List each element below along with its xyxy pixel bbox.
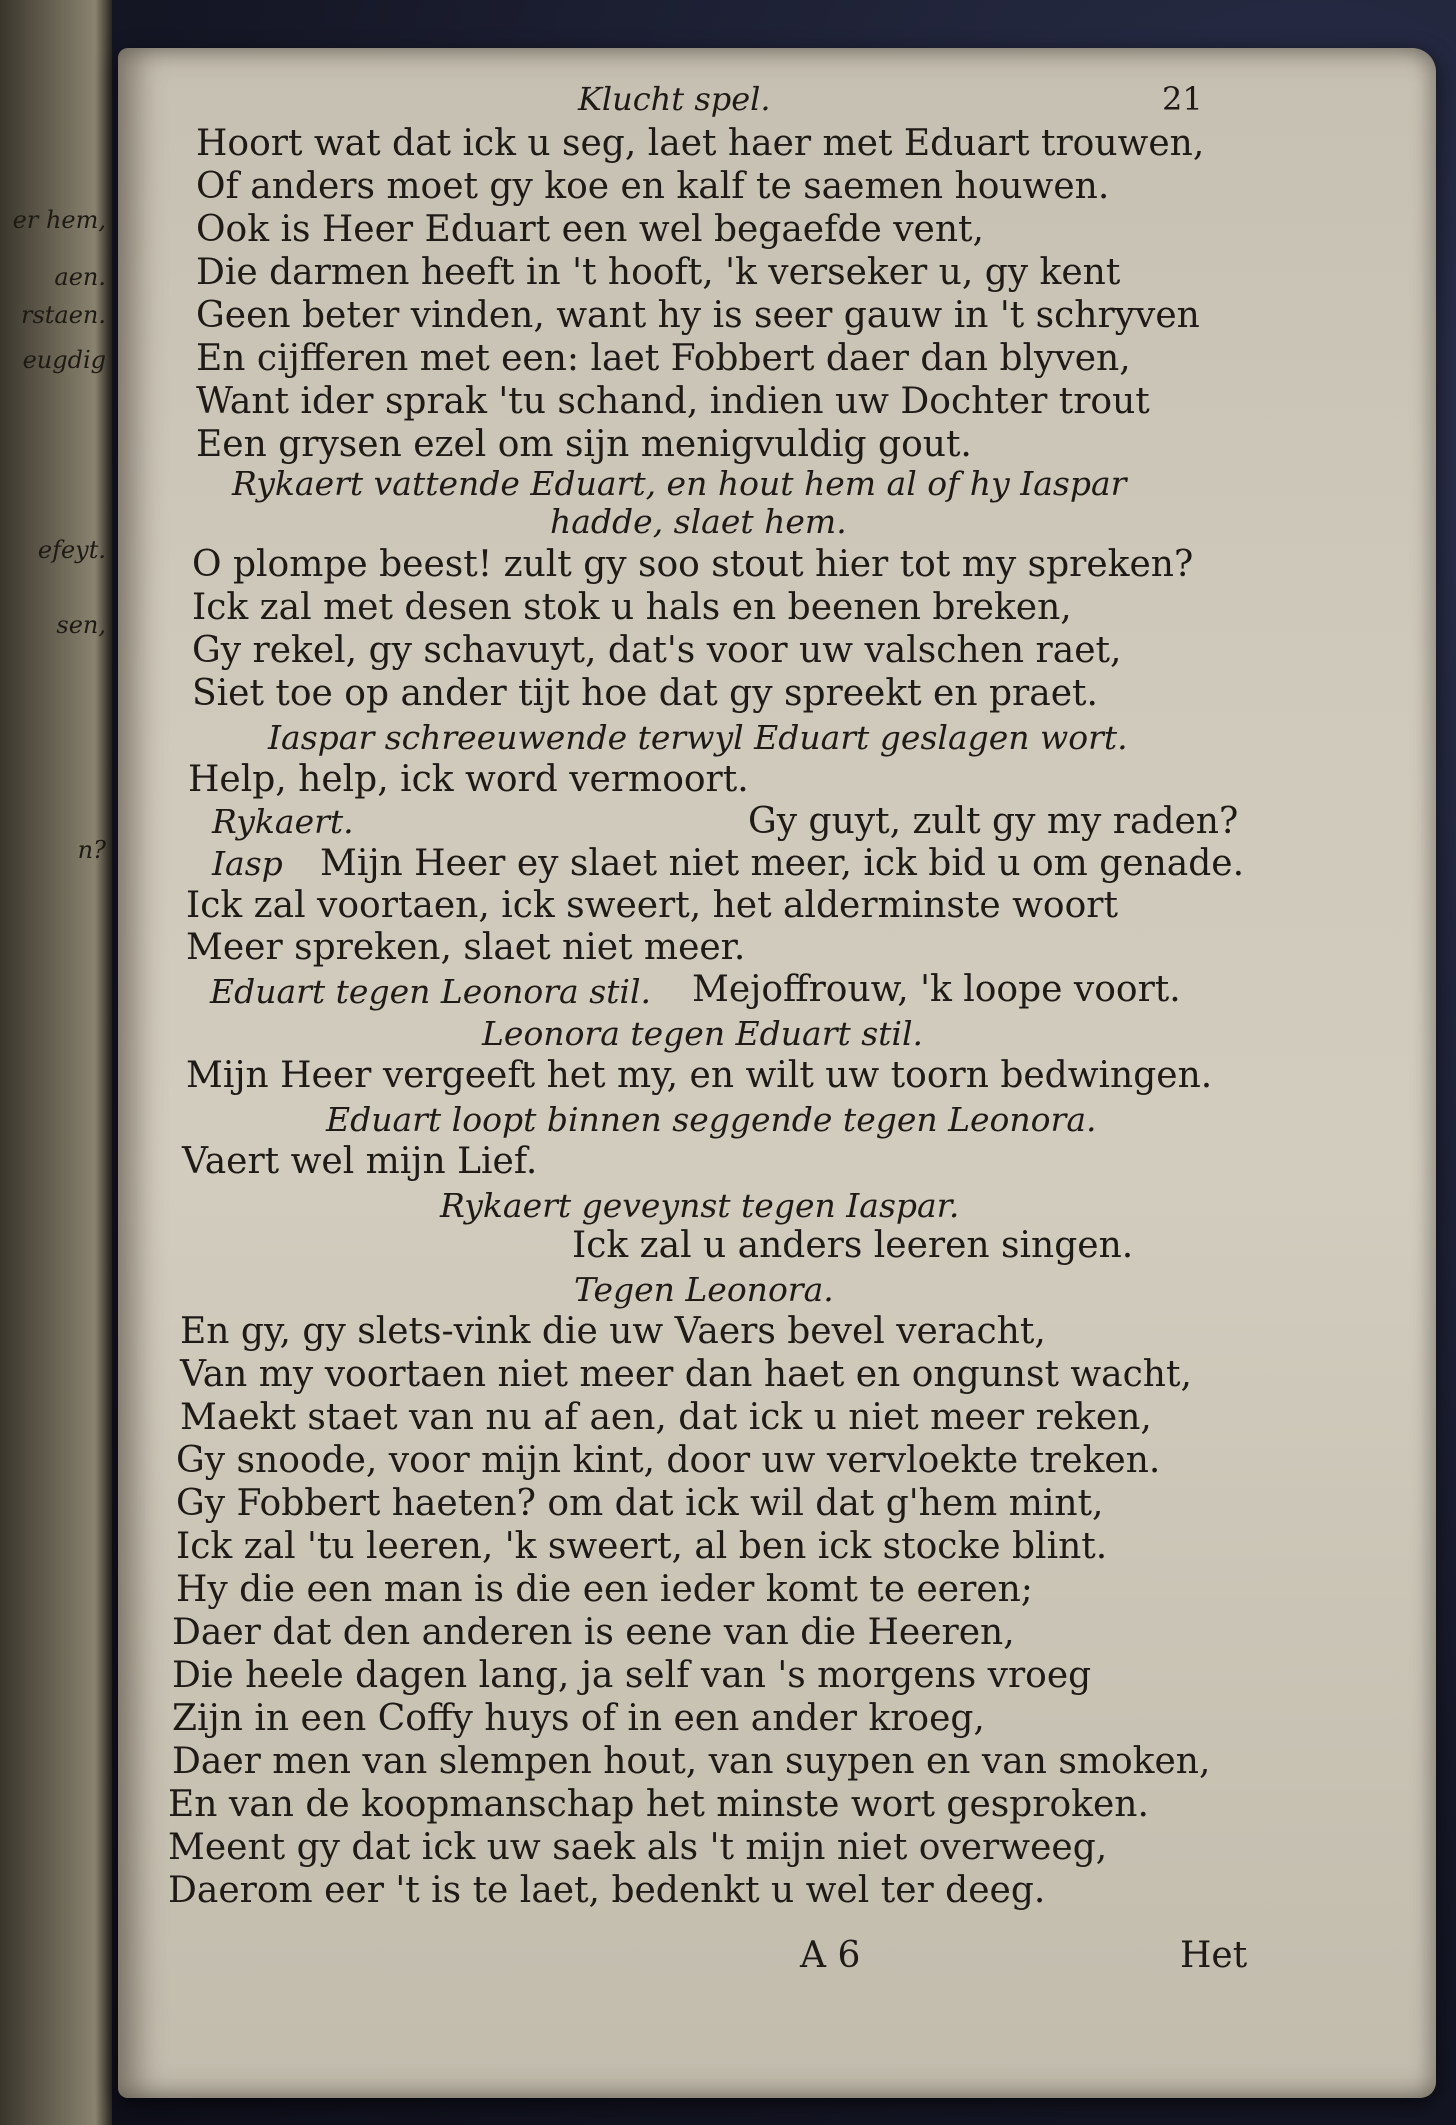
text-line: Hy die een man is die een ieder komt te eeren; (176, 1569, 1033, 1610)
stage-direction: Eduart tegen Leonora stil. (210, 972, 652, 1011)
stage-direction: Rykaert geveynst tegen Iaspar. (440, 1186, 960, 1225)
text-line: Zijn in een Coffy huys of in een ander kroeg, (172, 1698, 985, 1739)
text-line: Gy snoode, voor mijn kint, door uw vervloekte treken. (176, 1440, 1161, 1481)
text-line: Die darmen heeft in 't hooft, 'k verseker u, gy kent (196, 252, 1121, 293)
text-line: Ook is Heer Eduart een wel begaefde vent, (196, 209, 984, 250)
text-line: Een grysen ezel om sijn menigvuldig gout. (196, 424, 972, 465)
page-number: 21 (1162, 80, 1203, 118)
stage-direction: Iaspar schreeuwende terwyl Eduart geslagen wort. (268, 718, 1128, 757)
stage-direction: hadde, slaet hem. (550, 502, 847, 541)
signature-mark: A 6 (800, 1935, 861, 1976)
text-line: En van de koopmanschap het minste wort gesproken. (168, 1784, 1149, 1825)
text-line: Ick zal 'tu leeren, 'k sweert, al ben ick stocke blint. (176, 1526, 1108, 1567)
text-line: Daer men van slempen hout, van suypen en van smoken, (172, 1741, 1211, 1782)
stage-direction: Rykaert vattende Eduart, en hout hem al of hy Iaspar (232, 464, 1127, 503)
text-line: Mijn Heer vergeeft het my, en wilt uw toorn bedwingen. (186, 1055, 1213, 1096)
text-line: O plompe beest! zult gy soo stout hier tot my spreken? (192, 544, 1194, 585)
text-line: Maekt staet van nu af aen, dat ick u niet meer reken, (180, 1397, 1152, 1438)
text-line: Meent gy dat ick uw saek als 't mijn niet overweeg, (168, 1827, 1108, 1868)
text-line: Ick zal met desen stok u hals en beenen breken, (192, 587, 1072, 628)
text-line: Siet toe op ander tijt hoe dat gy spreekt en praet. (192, 673, 1098, 714)
text-line: Geen beter vinden, want hy is seer gauw in 't schryven (196, 295, 1200, 336)
edge-text: sen, (56, 611, 106, 639)
text-line: Meer spreken, slaet niet meer. (186, 927, 746, 968)
text-line: Of anders moet gy koe en kalf te saemen houwen. (196, 166, 1110, 207)
text-line: Gy guyt, zult gy my raden? (748, 801, 1239, 842)
text-line: Mejoffrouw, 'k loope voort. (692, 969, 1181, 1010)
text-line: Daer dat den anderen is eene van die Heeren, (172, 1612, 1015, 1653)
stage-direction: Eduart loopt binnen seggende tegen Leonora. (326, 1100, 1097, 1139)
stage-direction: Leonora tegen Eduart stil. (482, 1014, 924, 1053)
edge-text: rstaen. (20, 301, 106, 329)
edge-text: n? (77, 836, 106, 864)
text-line: En cijfferen met een: laet Fobbert daer dan blyven, (196, 338, 1131, 379)
text-line: Ick zal u anders leeren singen. (572, 1225, 1134, 1266)
edge-text: eugdig (22, 346, 106, 374)
stage-direction: Tegen Leonora. (574, 1270, 834, 1309)
text-line: Help, help, ick word vermoort. (188, 759, 749, 800)
running-header: Klucht spel. (578, 80, 771, 118)
text-line: Gy rekel, gy schavuyt, dat's voor uw valschen raet, (192, 630, 1122, 671)
text-line: En gy, gy slets-vink die uw Vaers bevel veracht, (180, 1311, 1046, 1352)
speaker-name: Rykaert. (212, 802, 354, 841)
text-line: Want ider sprak 'tu schand, indien uw Dochter trout (196, 381, 1150, 422)
text-line: Hoort wat dat ick u seg, laet haer met Eduart trouwen, (196, 123, 1205, 164)
text-line: Van my voortaen niet meer dan haet en ongunst wacht, (180, 1354, 1192, 1395)
text-line: Gy Fobbert haeten? om dat ick wil dat g'hem mint, (176, 1483, 1104, 1524)
edge-text: efeyt. (37, 536, 106, 564)
left-page-edge (0, 0, 112, 2125)
text-line: Vaert wel mijn Lief. (182, 1141, 538, 1182)
edge-text: aen. (54, 263, 106, 291)
text-line: Daerom eer 't is te laet, bedenkt u wel ter deeg. (168, 1870, 1046, 1911)
speaker-name: Iasp (212, 844, 283, 883)
text-line: Mijn Heer ey slaet niet meer, ick bid u om genade. (320, 843, 1245, 884)
edge-text: er hem, (12, 206, 106, 234)
text-line: Ick zal voortaen, ick sweert, het alderminste woort (186, 885, 1118, 926)
text-line: Die heele dagen lang, ja self van 's morgens vroeg (172, 1655, 1092, 1696)
catchword: Het (1180, 1935, 1248, 1976)
